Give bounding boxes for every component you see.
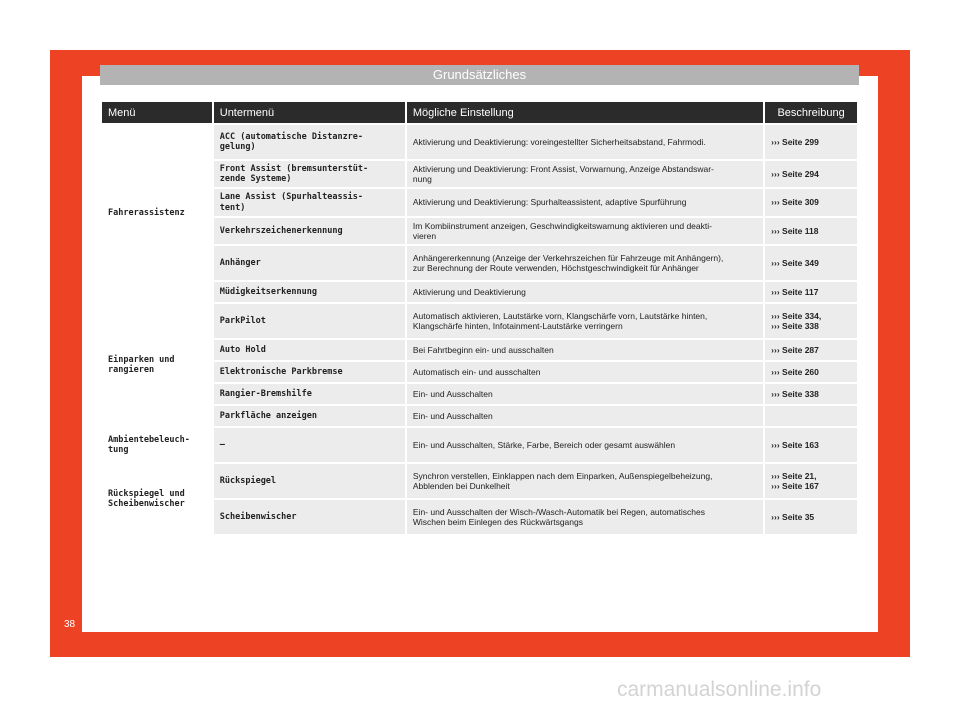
submenu-cell: ACC (automatische Distanzre- gelung)	[214, 125, 405, 159]
column-header-submenu: Untermenü	[214, 102, 405, 123]
reference-cell[interactable]: ››› Seite 294	[765, 161, 857, 187]
submenu-cell: Anhänger	[214, 246, 405, 280]
table-row	[102, 362, 857, 382]
table-row	[102, 464, 857, 498]
setting-cell: Ein- und Ausschalten der Wisch-/Wasch-Automatik bei Regen, automatisches Wischen beim Einlegen des Rückwärtsgangs	[407, 500, 763, 534]
submenu-cell: Rückspiegel	[214, 464, 405, 498]
submenu-cell: Parkfläche anzeigen	[214, 406, 405, 426]
reference-cell[interactable]: ››› Seite 163	[765, 428, 857, 462]
submenu-cell: ParkPilot	[214, 304, 405, 338]
submenu-cell: Auto Hold	[214, 340, 405, 360]
setting-cell: Aktivierung und Deaktivierung	[407, 282, 763, 302]
submenu-cell: –	[214, 428, 405, 462]
submenu-cell: Elektronische Parkbremse	[214, 362, 405, 382]
reference-cell[interactable]: ››› Seite 117	[765, 282, 857, 302]
table-row	[102, 246, 857, 280]
submenu-cell: Müdigkeitserkennung	[214, 282, 405, 302]
reference-cell[interactable]: ››› Seite 118	[765, 218, 857, 244]
setting-cell: Aktivierung und Deaktivierung: voreingestellter Sicherheitsabstand, Fahrmodi.	[407, 125, 763, 159]
setting-cell: Bei Fahrtbeginn ein- und ausschalten	[407, 340, 763, 360]
table-row	[102, 384, 857, 404]
menu-cell: Fahrerassistenz	[102, 125, 212, 302]
table-header-row	[102, 102, 857, 123]
setting-cell: Anhängererkennung (Anzeige der Verkehrszeichen für Fahrzeuge mit Anhängern), zur Berechnung der Route verwenden, Höchstgeschwindigkeit für Anhänger	[407, 246, 763, 280]
table-row	[102, 218, 857, 244]
page-number: 38	[64, 619, 76, 630]
table-row	[102, 125, 857, 159]
submenu-cell: Lane Assist (Spurhalteassis- tent)	[214, 189, 405, 215]
menu-cell: Ambientebeleuch- tung	[102, 428, 212, 462]
reference-cell[interactable]: ››› Seite 338	[765, 384, 857, 404]
setting-cell: Ein- und Ausschalten	[407, 406, 763, 426]
table-body	[102, 125, 857, 534]
table-row	[102, 304, 857, 338]
setting-cell: Automatisch ein- und ausschalten	[407, 362, 763, 382]
submenu-cell: Verkehrszeichenerkennung	[214, 218, 405, 244]
table-row	[102, 428, 857, 462]
reference-cell[interactable]: ››› Seite 349	[765, 246, 857, 280]
setting-cell: Im Kombiinstrument anzeigen, Geschwindigkeitswarnung aktivieren und deakti- vieren	[407, 218, 763, 244]
reference-cell[interactable]: ››› Seite 299	[765, 125, 857, 159]
menu-cell: Rückspiegel und Scheibenwischer	[102, 464, 212, 534]
reference-cell[interactable]	[765, 406, 857, 426]
table-row	[102, 189, 857, 215]
settings-table	[100, 100, 859, 536]
reference-cell[interactable]: ››› Seite 260	[765, 362, 857, 382]
reference-cell[interactable]: ››› Seite 35	[765, 500, 857, 534]
submenu-cell: Front Assist (bremsunterstüt- zende Systeme)	[214, 161, 405, 187]
column-header-setting: Mögliche Einstellung	[407, 102, 763, 123]
table-row	[102, 340, 857, 360]
submenu-cell: Scheibenwischer	[214, 500, 405, 534]
menu-cell: Einparken und rangieren	[102, 304, 212, 426]
watermark: carmanualsonline.info	[617, 678, 822, 701]
setting-cell: Synchron verstellen, Einklappen nach dem Einparken, Außenspiegelbeheizung, Abblenden bei Dunkelheit	[407, 464, 763, 498]
setting-cell: Ein- und Ausschalten	[407, 384, 763, 404]
reference-cell[interactable]: ››› Seite 287	[765, 340, 857, 360]
table-row	[102, 406, 857, 426]
reference-cell[interactable]: ››› Seite 309	[765, 189, 857, 215]
reference-cell[interactable]: ››› Seite 21, ››› Seite 167	[765, 464, 857, 498]
setting-cell: Automatisch aktivieren, Lautstärke vorn, Klangschärfe vorn, Lautstärke hinten, Klangschärfe hinten, Infotainment-Lautstärke verringern	[407, 304, 763, 338]
section-header: Grundsätzliches	[100, 65, 859, 85]
setting-cell: Aktivierung und Deaktivierung: Front Assist, Vorwarnung, Anzeige Abstandswar- nung	[407, 161, 763, 187]
setting-cell: Ein- und Ausschalten, Stärke, Farbe, Bereich oder gesamt auswählen	[407, 428, 763, 462]
column-header-menu: Menü	[102, 102, 212, 123]
table-row	[102, 282, 857, 302]
setting-cell: Aktivierung und Deaktivierung: Spurhalteassistent, adaptive Spurführung	[407, 189, 763, 215]
table-row	[102, 161, 857, 187]
table-row	[102, 500, 857, 534]
submenu-cell: Rangier-Bremshilfe	[214, 384, 405, 404]
column-header-description: Beschreibung	[765, 102, 857, 123]
reference-cell[interactable]: ››› Seite 334, ››› Seite 338	[765, 304, 857, 338]
